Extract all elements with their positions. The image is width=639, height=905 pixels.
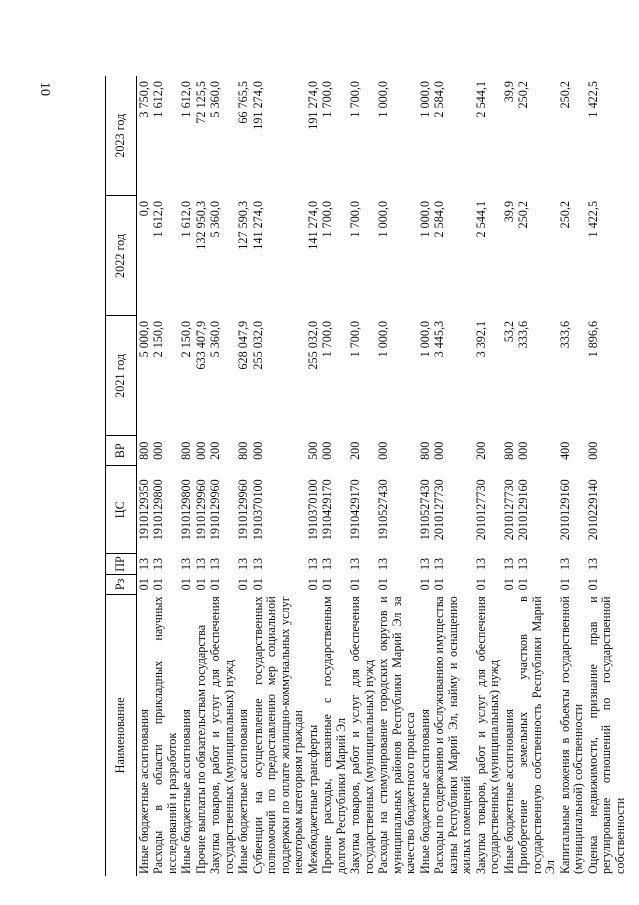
row-vr: 800 [417, 441, 432, 460]
table-row [433, 76, 475, 876]
row-value-2023: 66 765,5 [236, 81, 250, 124]
row-value-2023: 5 360,0 [208, 81, 222, 118]
row-value-2023: 2 584,0 [432, 81, 446, 118]
row-vr: 000 [151, 441, 165, 460]
header-pr: ПР [106, 554, 137, 575]
row-pr: 13 [473, 557, 488, 571]
row-value-2021: 333,6 [516, 320, 530, 349]
row-cs: 1910370100 [305, 479, 320, 541]
row-value-2021: 5 360,0 [208, 320, 222, 358]
row-vr: 000 [432, 441, 446, 460]
table-row [194, 76, 209, 876]
table-row [377, 76, 419, 876]
row-value-2022: 250,2 [557, 200, 572, 229]
row-name: Прочие расходы, связанные с государственным долгом Республики Марий Эл [320, 596, 348, 874]
row-pr: 13 [236, 557, 250, 571]
row-value-2022: 1 612,0 [179, 200, 193, 238]
row-value-2022: 127 590,3 [236, 200, 250, 250]
row-cs: 1910429170 [320, 479, 334, 541]
row-cs: 1910129960 [236, 479, 250, 541]
row-name: Расходы на стимулирование городских округов и муниципальных районов Республики Марий Эл за качество бюджетного процесса [376, 596, 417, 874]
header-2022: 2022 год [106, 196, 137, 316]
row-value-2022: 141 274,0 [305, 200, 320, 250]
row-value-2021: 2 150,0 [179, 320, 193, 358]
row-cs: 1910129800 [151, 479, 165, 541]
row-value-2022: 5 360,0 [208, 200, 222, 238]
row-rz: 01 [250, 578, 265, 591]
row-name: Субвенции на осуществление государственных полномочий по предоставлению мер социальной поддержки по оплате жилищно-коммунальных услуг некоторым категориям граждан [250, 596, 305, 874]
row-value-2021: 3 445,3 [432, 320, 446, 358]
row-cs: 1910129350 [136, 479, 151, 541]
table-body [137, 76, 628, 876]
row-pr: 13 [501, 557, 516, 571]
row-vr: 000 [320, 441, 334, 460]
row-value-2022: 1 422,5 [585, 200, 600, 238]
row-vr: 000 [193, 441, 208, 460]
row-rz: 01 [417, 578, 432, 591]
row-value-2021: 255 032,0 [305, 320, 320, 370]
header-2021: 2021 год [106, 316, 137, 436]
row-pr: 13 [208, 557, 222, 571]
row-name: Расходы в области прикладных научных исследований и разработок [151, 596, 179, 874]
row-value-2023: 1 612,0 [179, 81, 193, 118]
row-value-2023: 191 274,0 [305, 81, 320, 130]
header-vr: ВР [106, 436, 137, 466]
row-vr: 200 [473, 441, 488, 460]
row-name: Иные бюджетные ассигнования [417, 708, 432, 874]
row-pr: 13 [557, 557, 572, 571]
row-value-2022: 1 612,0 [151, 200, 165, 238]
row-value-2021: 1 000,0 [376, 320, 390, 358]
row-rz: 01 [151, 578, 165, 591]
row-vr: 000 [585, 441, 600, 460]
row-value-2021: 1 000,0 [417, 320, 432, 358]
table-row [306, 76, 321, 876]
row-value-2021: 1 700,0 [320, 320, 334, 358]
row-name: Закупка товаров, работ и услуг для обеспечения государственных (муниципальных) нужд [348, 596, 376, 874]
row-rz: 01 [432, 578, 446, 591]
row-pr: 13 [136, 557, 151, 571]
row-pr: 13 [320, 557, 334, 571]
row-rz: 01 [305, 578, 320, 591]
row-cs: 1910129800 [179, 479, 193, 541]
row-name: Прочие выплаты по обязательствам государства [193, 624, 208, 874]
row-value-2022: 132 950,3 [193, 200, 208, 250]
row-rz: 01 [348, 578, 362, 591]
row-vr: 800 [236, 441, 250, 460]
row-vr: 000 [516, 441, 530, 460]
row-pr: 13 [151, 557, 165, 571]
row-value-2021: 2 150,0 [151, 320, 165, 358]
table-row [558, 76, 586, 876]
budget-table [105, 76, 628, 876]
row-cs: 2010127730 [432, 479, 446, 541]
row-value-2023: 1 000,0 [417, 81, 432, 118]
row-name: Иные бюджетные ассигнования [136, 708, 151, 874]
row-vr: 200 [208, 441, 222, 460]
header-2023: 2023 год [106, 76, 137, 196]
row-vr: 800 [136, 441, 151, 460]
row-cs: 1910370100 [250, 479, 265, 541]
row-value-2023: 1 422,5 [585, 81, 600, 118]
row-pr: 13 [585, 557, 600, 571]
row-value-2023: 3 750,0 [136, 81, 151, 118]
row-value-2023: 250,2 [557, 81, 572, 109]
row-value-2021: 3 392,1 [473, 320, 488, 358]
row-rz: 01 [516, 578, 530, 591]
row-value-2023: 2 544,1 [473, 81, 488, 118]
row-value-2022: 0,0 [136, 200, 151, 217]
row-cs: 1910129960 [193, 479, 208, 541]
row-value-2021: 1 700,0 [348, 320, 362, 358]
row-name: Иные бюджетные ассигнования [179, 708, 193, 874]
row-vr: 800 [501, 441, 516, 460]
table-row [251, 76, 306, 876]
row-pr: 13 [193, 557, 208, 571]
header-rz: Рз [106, 574, 137, 594]
row-vr: 400 [557, 441, 572, 460]
row-value-2022: 1 000,0 [417, 200, 432, 238]
row-cs: 2010129160 [557, 479, 572, 541]
table-row [349, 76, 377, 876]
row-pr: 13 [179, 557, 193, 571]
row-name: Расходы по содержанию и обслуживанию имущества казны Республики Марий Эл, найму и оснащению жилых помещений [432, 596, 473, 874]
row-value-2023: 191 274,0 [250, 81, 265, 130]
row-rz: 01 [208, 578, 222, 591]
row-name: Межбюджетные трансферты [305, 724, 320, 874]
table-row [418, 76, 433, 876]
row-value-2022: 1 000,0 [376, 200, 390, 238]
budget-table-sheet [105, 76, 627, 876]
row-name: Закупка товаров, работ и услуг для обеспечения государственных (муниципальных) нужд [208, 596, 236, 874]
table-row [502, 76, 517, 876]
row-value-2022: 2 584,0 [432, 200, 446, 238]
row-value-2022: 141 274,0 [250, 200, 265, 250]
row-value-2023: 39,9 [501, 81, 516, 103]
row-rz: 01 [136, 578, 151, 591]
row-cs: 1910129960 [208, 479, 222, 541]
row-rz: 01 [236, 578, 250, 591]
table-row [152, 76, 180, 876]
row-vr: 200 [348, 441, 362, 460]
row-rz: 01 [193, 578, 208, 591]
row-cs: 2010127730 [501, 479, 516, 541]
row-name: Оценка недвижимости, признание прав и регулирование отношений по государственной собственности [585, 596, 627, 874]
table-row [517, 76, 559, 876]
row-name: Иные бюджетные ассигнования [236, 708, 250, 874]
table-row [137, 76, 152, 876]
header-cs: ЦС [106, 466, 137, 554]
row-rz: 01 [473, 578, 488, 591]
row-rz: 01 [501, 578, 516, 591]
row-value-2022: 2 544,1 [473, 200, 488, 238]
row-value-2021: 1 896,6 [585, 320, 600, 358]
row-cs: 1910429170 [348, 479, 362, 541]
row-pr: 13 [376, 557, 390, 571]
row-pr: 13 [432, 557, 446, 571]
row-rz: 01 [557, 578, 572, 591]
row-cs: 1910527430 [417, 479, 432, 541]
row-rz: 01 [585, 578, 600, 591]
row-value-2021: 628 047,9 [236, 320, 250, 370]
table-header-row [106, 76, 137, 876]
row-value-2023: 1 700,0 [320, 81, 334, 118]
table-row [209, 76, 237, 876]
table-row [237, 76, 252, 876]
row-value-2021: 5 000,0 [136, 320, 151, 358]
table-row [180, 76, 195, 876]
table-row [321, 76, 349, 876]
row-value-2021: 633 407,9 [193, 320, 208, 370]
row-cs: 2010229140 [585, 479, 600, 541]
row-rz: 01 [179, 578, 193, 591]
row-value-2022: 1 700,0 [348, 200, 362, 238]
row-pr: 13 [250, 557, 265, 571]
row-name: Капитальные вложения в объекты государственной (муниципальной) собственности [557, 596, 585, 874]
row-name: Иные бюджетные ассигнования [501, 708, 516, 874]
row-value-2021: 333,6 [557, 320, 572, 349]
row-vr: 000 [250, 441, 265, 460]
row-value-2022: 1 700,0 [320, 200, 334, 238]
row-pr: 13 [305, 557, 320, 571]
row-rz: 01 [320, 578, 334, 591]
row-pr: 13 [516, 557, 530, 571]
row-value-2023: 72 125,5 [193, 81, 208, 124]
row-value-2021: 255 032,0 [250, 320, 265, 370]
row-name: Закупка товаров, работ и услуг для обеспечения государственных (муниципальных) нужд [473, 596, 501, 874]
row-name: Приобретение земельных участков в государственную собственность Республики Марий Эл [516, 596, 557, 874]
table-row [586, 76, 628, 876]
row-pr: 13 [417, 557, 432, 571]
page-number: 10 [37, 82, 52, 96]
header-name: Наименование [106, 594, 137, 876]
row-cs: 1910527430 [376, 479, 390, 541]
row-cs: 2010129160 [516, 479, 530, 541]
row-vr: 500 [305, 441, 320, 460]
table-row [474, 76, 502, 876]
row-value-2023: 1 612,0 [151, 81, 165, 118]
row-value-2023: 250,2 [516, 81, 530, 109]
row-value-2023: 1 700,0 [348, 81, 362, 118]
row-cs: 2010127730 [473, 479, 488, 541]
row-value-2021: 53,2 [501, 320, 516, 343]
row-value-2022: 250,2 [516, 200, 530, 229]
row-pr: 13 [348, 557, 362, 571]
row-vr: 800 [179, 441, 193, 460]
row-value-2023: 1 000,0 [376, 81, 390, 118]
row-vr: 000 [376, 441, 390, 460]
row-rz: 01 [376, 578, 390, 591]
row-value-2022: 39,9 [501, 200, 516, 223]
